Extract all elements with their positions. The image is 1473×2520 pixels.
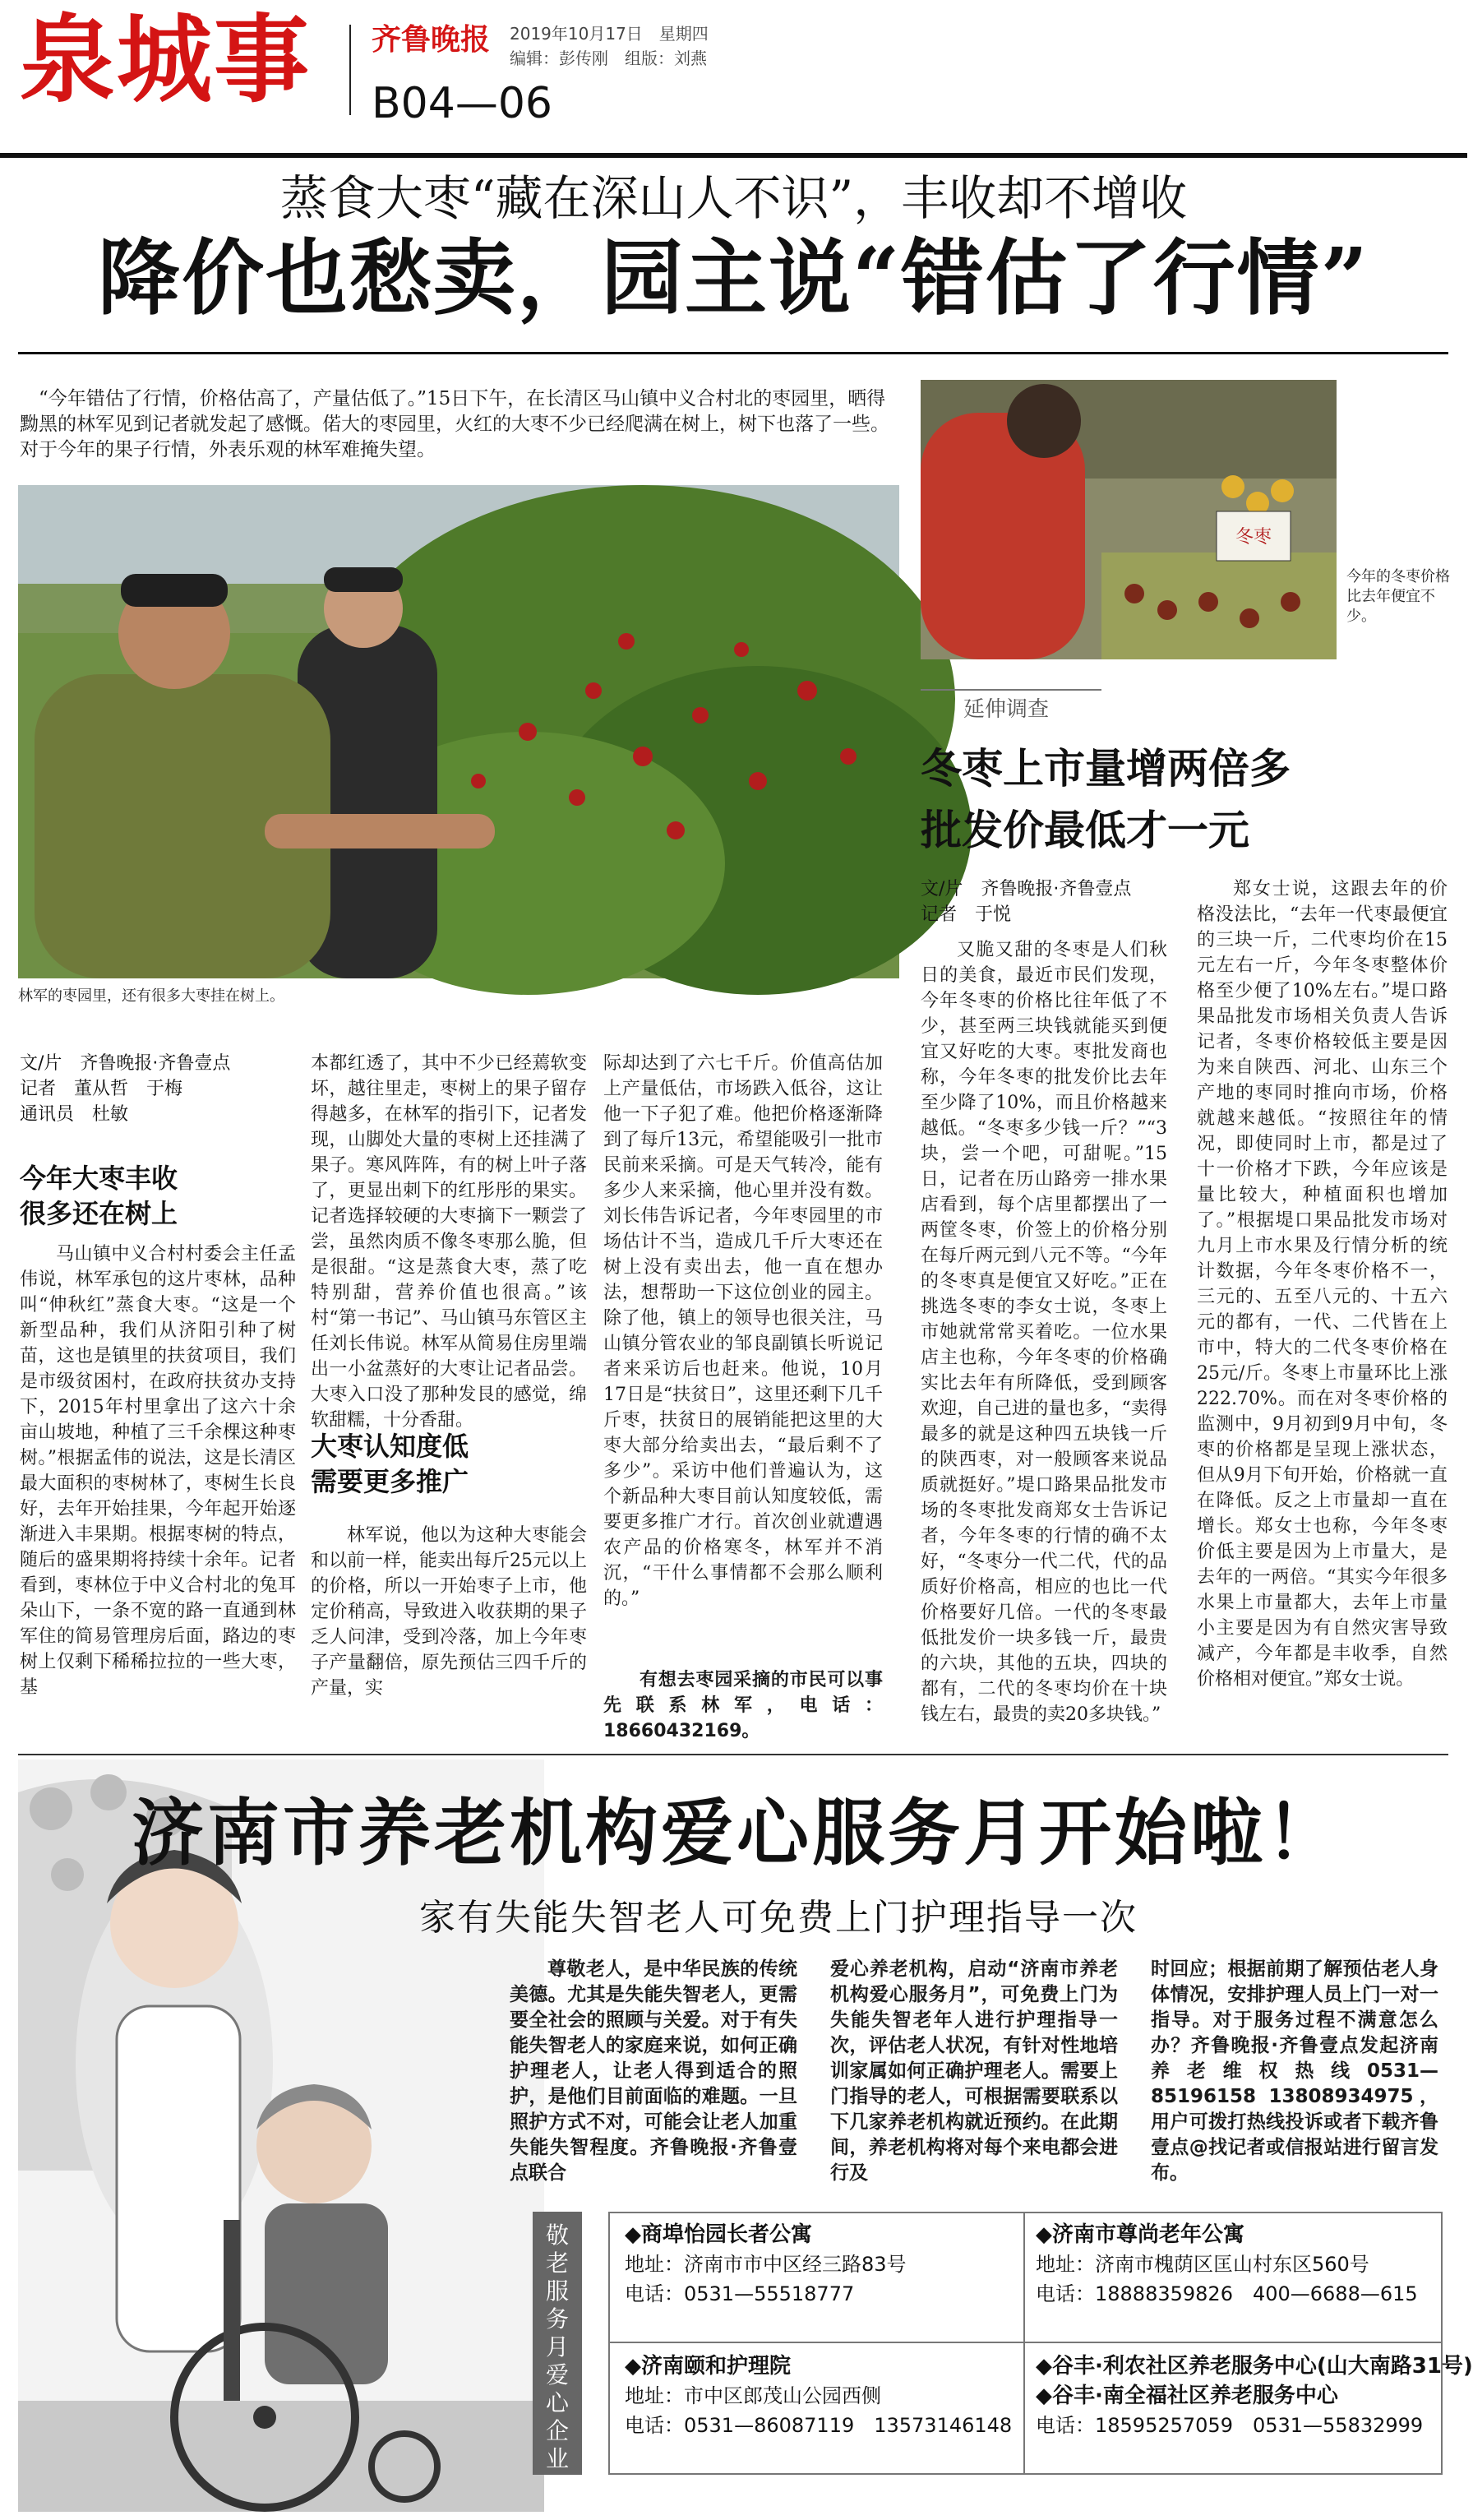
org-address: 地址：济南市槐荫区匡山村东区560号 — [1036, 2253, 1369, 2276]
article1-column-3: 际却达到了六七千斤。价值高估加上产量低估，市场跌入低谷，这让他一下子犯了难。他把价格逐渐降到了每斤13元，希望能吸引一批市民前来采摘。可是天气转冷，能有多少人来采摘，他心里并没有数。刘长伟告诉记者，今年枣园里的市场估计不当，造成几千斤大枣还在树上没有卖出去，他一直在想办法，想帮助一下这位创业的园主。除了他，镇上的领导也很关注，马山镇分管农业的邹良副镇长听说记者来采访后也赶来。他说，10月17日是“扶贫日”，这里还剩下几千斤枣，扶贫日的展销能把这里的大枣大部分给卖出去，“最后剩不了多少”。采访中他们普遍认为，这个新品种大枣目前认知度较低，需要更多推广才行。首次创业就遭遇农产品的价格寒冬，林军并不消沉，“干什么事情都不会那么顺利的。” — [603, 1053, 883, 1609]
article1-subhead-2 — [311, 1429, 469, 1500]
badge-char: 敬 — [545, 2222, 569, 2249]
masthead-rule — [0, 153, 1467, 158]
jujube-stall-photo — [921, 380, 1337, 659]
article-lead: “今年错估了行情，价格估高了，产量估低了。”15日下午，在长清区马山镇中义合村北的枣园里，晒得黝黑的林军见到记者就发起了感慨。偌大的枣园里，火红的大枣不少已经爬满在树上，树下也落了一些。对于今年的果子行情，外表乐观的林军难掩失望。 — [20, 388, 889, 460]
byline-line: 记者 董从哲 于梅 — [20, 1079, 183, 1099]
article-headline: 降价也愁卖，园主说“错估了行情” — [97, 229, 1370, 326]
badge-char: 务 — [545, 2305, 569, 2333]
org-name: ◆济南市尊尚老年公寓 — [1036, 2222, 1244, 2247]
org-address: 地址：济南市市中区经三路83号 — [625, 2253, 907, 2276]
article1-column-2a: 本都红透了，其中不少已经蔫软变坏，越往里走，枣树上的果子留存得越多，在林军的指引下，记者发现，山脚处大量的枣树上还挂满了果子。寒风阵阵，有的树上叶子落了，更显出刺下的红彤彤的果实。记者选择较硬的大枣摘下一颗尝了尝，虽然肉质不像冬枣那么脆，但是很甜。“这是蒸食大枣，蒸了吃特别甜，营养价值也很高。”该村“第一书记”、马山镇马东管区主任刘长伟说。林军从简易住房里端出一小盆蒸好的大枣让记者品尝。大枣入口没了那种发艮的感觉，绵软甜糯，十分香甜。 — [311, 1053, 587, 1431]
badge-char: 老 — [545, 2250, 569, 2277]
headline-rule — [18, 352, 1448, 354]
byline-line: 文/片 齐鲁晚报·齐鲁壹点 — [20, 1053, 231, 1074]
page-number: B04—06 — [372, 79, 553, 128]
article2-byline — [921, 876, 1131, 927]
article2-column-1: 又脆又甜的冬枣是人们秋日的美食，最近市民们发现，今年冬枣的价格比往年低了不少，甚至两三块钱就能买到便宜又好吃的大枣。枣批发商也称，今年冬枣的批发价比去年至少降了10%，而且价格越来越低。“冬枣多少钱一斤？”“3块，尝一个吧，可甜呢。”15日，记者在历山路旁一排水果店看到，每个店里都摆出了一两筐冬枣，价签上的价格分别在每斤两元到八元不等。“今年的冬枣真是便宜又好吃。”正在挑选冬枣的李女士说，冬枣上市她就常常买着吃。一位水果店主也称，今年冬枣的价格确实比去年有所降低，受到顾客欢迎，自己进的量也多，“卖得最多的就是这种四五块钱一斤的陕西枣，对一般顾客来说品质就挺好。”堤口路果品批发市场的冬枣批发商郑女士告诉记者，今年冬枣的行情的确不太好，“冬枣分一代二代，代的品质好价格高，相应的也比一代价格要好几倍。一代的冬枣最低批发价一块多钱一斤，最贵的六块，其他的五块，四块的都有，二代的冬枣均价在十块钱左右，最贵的卖20多块钱。” — [921, 940, 1167, 1725]
section-tag: 延伸调查 — [963, 697, 1050, 722]
article1-subhead-1 — [20, 1161, 178, 1232]
article2-headline-line1: 冬枣上市量增两倍多 — [921, 745, 1291, 793]
ad-column-3: 时回应；根据前期了解预估老人身体情况，安排护理人员上门一对一指导。对于服务过程不满意怎么办？齐鲁晚报·齐鲁壹点发起济南养老维权热线0531—85196158 13808934975，用户可拨打热线投诉或者下载齐鲁壹点@找记者或信报站进行留言发布。 — [1151, 1958, 1438, 2184]
contact-grid-vdivider — [1023, 2212, 1025, 2475]
ad-title: 济南市养老机构爱心服务月开始啦！ — [132, 1790, 1342, 1875]
byline-line: 记者 于悦 — [921, 904, 1012, 925]
org-phone: 电话：0531—86087119 13573146148 — [625, 2414, 1013, 2437]
price-sign-text: 冬枣 — [1235, 527, 1272, 548]
org-card-2 — [1036, 2220, 1418, 2309]
orchard-photo-illustration — [18, 485, 899, 978]
contact-grid-hdivider — [608, 2342, 1443, 2343]
masthead-meta — [510, 21, 709, 71]
org-address: 地址：市中区郎茂山公园西侧 — [625, 2384, 881, 2407]
org-name: ◆谷丰·利农社区养老服务中心(山大南路31号) — [1036, 2354, 1473, 2379]
editor-credits: 编辑：彭传刚 组版：刘燕 — [510, 49, 707, 68]
article2-column-2: 郑女士说，这跟去年的价格没法比，“去年一代枣最便宜的三块一斤，二代枣均价在15元左右一斤，今年冬枣整体价格至少便了10%左右。”堤口路果品批发市场相关负责人告诉记者，冬枣价格较低主要是因为来自陕西、河北、山东三个产地的枣同时推向市场，价格就越来越低。“按照往年的情况，即使同时上市，都是过了十一价格才下跌，今年应该是量比较大，种植面积也增加了。”根据堤口果品批发市场对九月上市水果及行情分析的统计数据，今年冬枣价格不一，三元的、五至八元的、十五六元的都有，一代、二代皆在上市中，特大的二代冬枣价格在25元/斤。冬枣上市量环比上涨222.70%。而在对冬枣价格的监测中，9月初到9月中旬，冬枣的价格都是呈现上涨状态，但从9月下旬开始，价格就一直在降低。反之上市量却一直在增长。郑女士也称，今年冬枣价低主要是因为上市量大，是去年的一两倍。“其实今年很多水果上市量都大，去年上市量小主要是因为有自然灾害导致减产，今年都是丰收季，自然价格相对便宜。”郑女士说。 — [1197, 879, 1448, 1690]
subhead-line: 很多还在树上 — [20, 1198, 178, 1229]
subhead-line: 需要更多推广 — [311, 1466, 469, 1497]
org-name-2: ◆谷丰·南全福社区养老服务中心 — [1036, 2384, 1338, 2408]
org-phone: 电话：0531—55518777 — [625, 2282, 855, 2305]
ad-top-rule — [18, 1754, 1448, 1755]
ad-column-1: 尊敬老人，是中华民族的传统美德。尤其是失能失智老人，更需要全社会的照顾与关爱。对于有失能失智老人的家庭来说，如何正确护理老人，让老人得到适合的照护，是他们目前面临的难题。一旦照护方式不对，可能会让老人加重失能失智程度。齐鲁晚报·齐鲁壹点联合 — [510, 1958, 797, 2184]
section-title: 泉城事 — [20, 4, 311, 116]
stall-photo-caption: 今年的冬枣价格比去年便宜不少。 — [1346, 568, 1450, 625]
article1-byline — [20, 1051, 230, 1127]
issue-date: 2019年10月17日 星期四 — [510, 24, 709, 44]
newspaper-logo: 齐鲁晚报 — [372, 22, 491, 57]
badge-char: 爱 — [545, 2361, 569, 2388]
charity-badge — [533, 2212, 582, 2475]
org-name: ◆商埠怡园长者公寓 — [625, 2222, 812, 2247]
ad-subtitle: 家有失能失智老人可免费上门护理指导一次 — [419, 1897, 1138, 1939]
badge-char: 企 — [545, 2417, 569, 2444]
orchard-photo-caption: 林军的枣园里，还有很多大枣挂在树上。 — [18, 987, 284, 1005]
contact-info: 有想去枣园采摘的市民可以事先联系林军，电话：18660432169。 — [603, 1670, 883, 1741]
org-phone: 电话：18888359826 400—6688—615 — [1036, 2282, 1418, 2305]
org-phone: 电话：18595257059 0531—55832999 — [1036, 2414, 1424, 2437]
article-kicker: 蒸食大枣“藏在深山人不识”，丰收却不增收 — [279, 170, 1188, 226]
org-name: ◆济南颐和护理院 — [625, 2354, 791, 2379]
ad-column-2: 爱心养老机构，启动“济南市养老机构爱心服务月”，可免费上门为失能失智老年人进行护理指导一次，评估老人状况，有针对性地培训家属如何正确护理老人。需要上门指导的老人，可根据需要联系以下几家养老机构就近预约。在此期间，养老机构将对每个来电都会进行及 — [830, 1958, 1118, 2184]
orchard-photo — [18, 485, 899, 978]
subhead-line: 大枣认知度低 — [311, 1431, 469, 1462]
badge-char: 服 — [545, 2277, 569, 2305]
byline-line: 通讯员 杜敏 — [20, 1104, 129, 1125]
article1-column-1: 马山镇中义合村村委会主任孟伟说，林军承包的这片枣林，品种叫“伸秋红”蒸食大枣。“这是一个新型品种，我们从济阳引种了树苗，这也是镇里的扶贫项目，我们是市级贫困村，在政府扶贫办支持下，2015年村里拿出了这六十余亩山坡地，种植了三千余棵这种枣树。”根据孟伟的说法，这是长清区最大面积的枣树林了，枣树生长良好，去年开始挂果，今年起开始逐渐进入丰果期。根据枣树的特点，随后的盛果期将持续十余年。记者看到，枣林位于中义合村北的兔耳朵山下，一条不宽的路一直通到林军住的简易管理房后面，路边的枣树上仅剩下稀稀拉拉的一些大枣，基 — [20, 1244, 296, 1698]
masthead-divider — [349, 25, 351, 115]
badge-char: 心 — [545, 2389, 569, 2416]
article1-column-2b: 林军说，他以为这种大枣能会和以前一样，能卖出每斤25元以上的价格，所以一开始枣子上市，他定价稍高，导致进入收获期的果子乏人问津，受到冷落，加上今年枣子产量翻倍，原先预估三四千斤的产量，实 — [311, 1525, 587, 1699]
subhead-line: 今年大枣丰收 — [20, 1163, 178, 1194]
org-card-4 — [1036, 2351, 1473, 2440]
org-card-3 — [625, 2351, 1012, 2440]
badge-char: 业 — [545, 2445, 569, 2472]
byline-line: 文/片 齐鲁晚报·齐鲁壹点 — [921, 879, 1132, 899]
badge-char: 月 — [545, 2333, 569, 2360]
article2-headline-line2: 批发价最低才一元 — [921, 807, 1249, 854]
org-card-1 — [625, 2220, 907, 2309]
jujube-stall-illustration — [921, 380, 1337, 659]
